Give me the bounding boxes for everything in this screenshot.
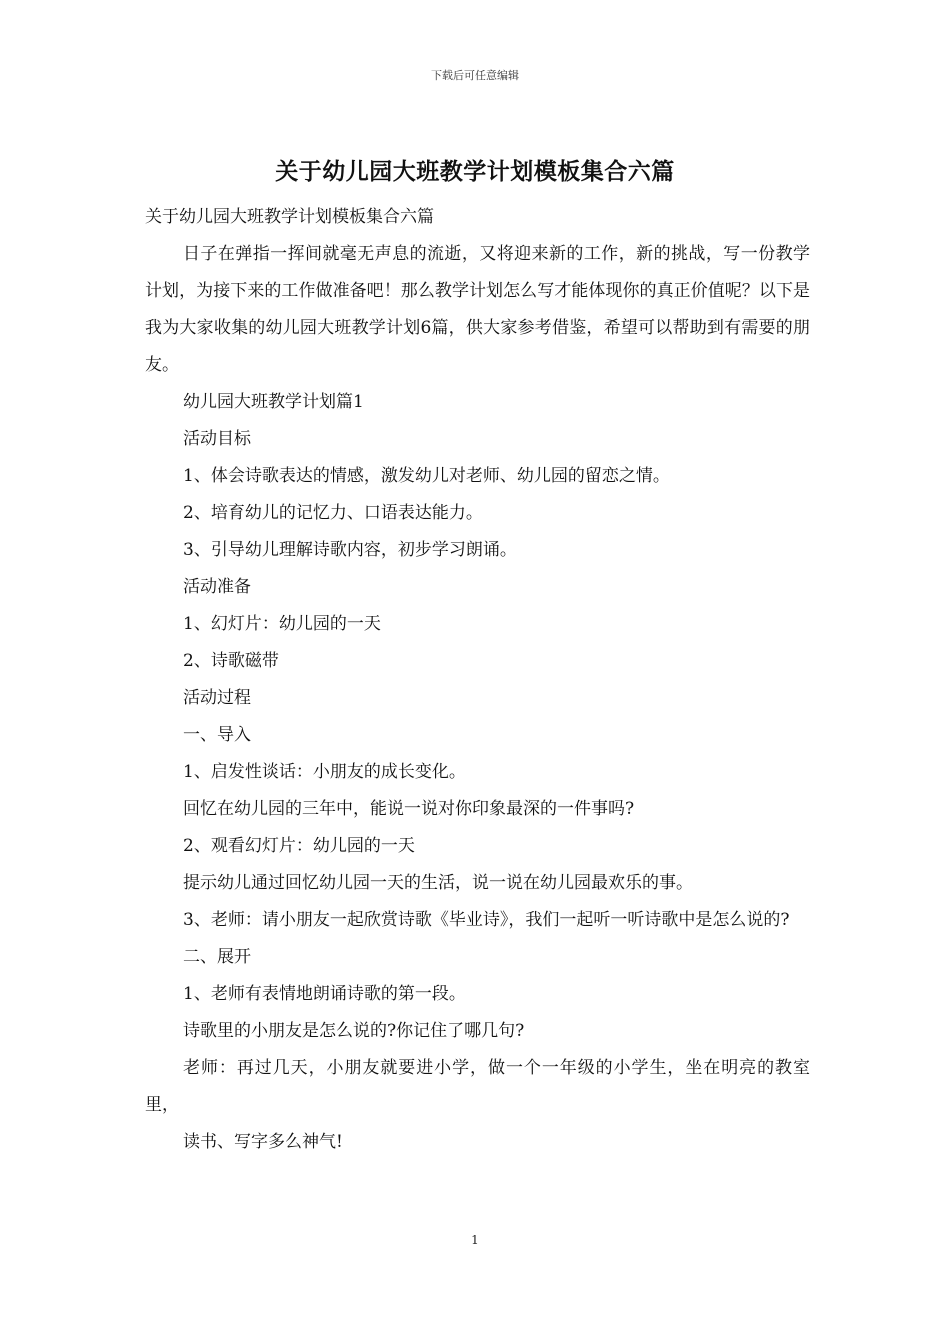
paragraph: 二、展开 — [183, 947, 251, 967]
paragraph: 2、诗歌磁带 — [183, 651, 279, 671]
paragraph: 1、启发性谈话：小朋友的成长变化。 — [183, 762, 466, 782]
paragraph: 诗歌里的小朋友是怎么说的?你记住了哪几句? — [183, 1021, 525, 1041]
paragraph: 1、老师有表情地朗诵诗歌的第一段。 — [183, 984, 466, 1004]
paragraph: 回忆在幼儿园的三年中，能说一说对你印象最深的一件事吗? — [183, 799, 635, 819]
paragraph: 幼儿园大班教学计划篇1 — [183, 392, 364, 412]
paragraph: 活动准备 — [183, 577, 251, 597]
document-title: 关于幼儿园大班教学计划模板集合六篇 — [275, 158, 675, 185]
paragraph: 1、体会诗歌表达的情感，激发幼儿对老师、幼儿园的留恋之情。 — [183, 466, 670, 486]
paragraph: 提示幼儿通过回忆幼儿园一天的生活，说一说在幼儿园最欢乐的事。 — [183, 873, 693, 893]
paragraph: 2、培育幼儿的记忆力、口语表达能力。 — [183, 503, 483, 523]
paragraph: 老师：再过几天，小朋友就要进小学，做一个一年级的小学生，坐在明亮的教室里， — [145, 1058, 810, 1115]
page-header: 下载后可任意编辑 — [431, 69, 519, 82]
paragraph: 活动过程 — [183, 688, 251, 708]
paragraph: 3、老师：请小朋友一起欣赏诗歌《毕业诗》，我们一起听一听诗歌中是怎么说的? — [183, 910, 790, 930]
paragraph: 读书、写字多么神气! — [183, 1132, 343, 1152]
paragraph: 2、观看幻灯片：幼儿园的一天 — [183, 836, 415, 856]
page-number: 1 — [471, 1233, 479, 1247]
paragraph: 活动目标 — [183, 429, 251, 449]
paragraph: 3、引导幼儿理解诗歌内容，初步学习朗诵。 — [183, 540, 517, 560]
paragraph: 关于幼儿园大班教学计划模板集合六篇 — [145, 207, 434, 227]
paragraph: 一、导入 — [183, 725, 251, 745]
document-body — [145, 199, 810, 1161]
paragraph: 1、幻灯片：幼儿园的一天 — [183, 614, 381, 634]
paragraph: 日子在弹指一挥间就毫无声息的流逝，又将迎来新的工作，新的挑战，写一份教学计划，为接下来的工作做准备吧！那么教学计划怎么写才能体现你的真正价值呢？以下是我为大家收集的幼儿园大班教学计划6篇，供大家参考借鉴，希望可以帮助到有需要的朋友。 — [145, 244, 810, 375]
